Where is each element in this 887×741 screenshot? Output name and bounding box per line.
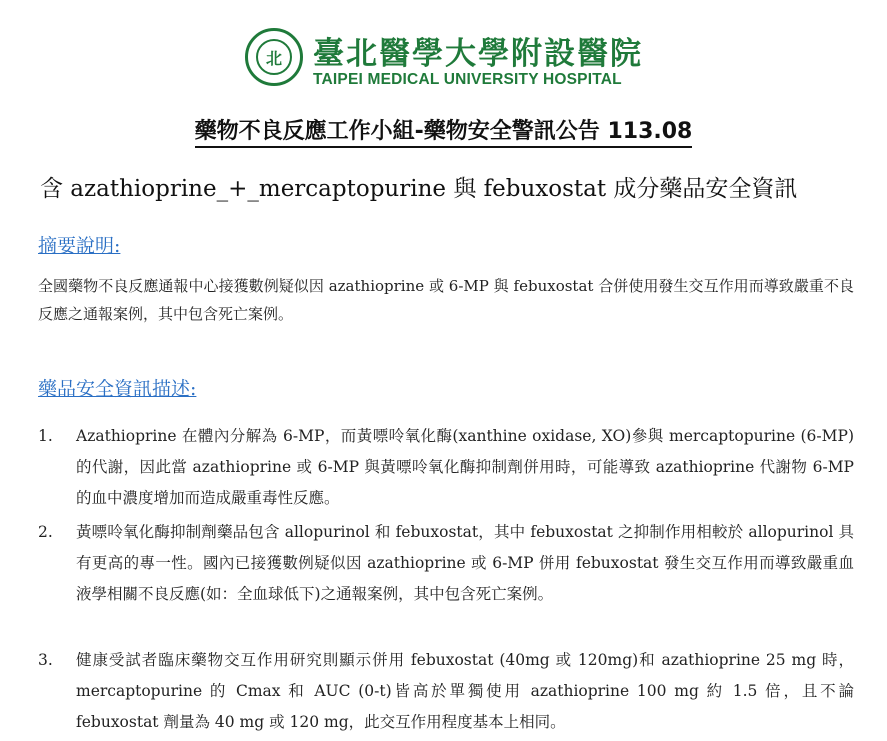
- list-item-text: Azathioprine 在體內分解為 6-MP，而黃嘌呤氧化酶(xanthine oxidase, XO)參與 mercaptopurine (6-MP)的代謝，因此當 azathioprine 或 6-MP 與黃嘌呤氧化酶抑制劑併用時，可能導致 azathioprine 代謝物 6-MP 的血中濃度增加而造成嚴重毒性反應。: [76, 427, 854, 507]
- hospital-logo-icon: [245, 28, 303, 86]
- hospital-name-en: TAIPEI MEDICAL UNIVERSITY HOSPITAL: [313, 71, 622, 88]
- list-item: [38, 421, 854, 517]
- list-item-text: 健康受試者臨床藥物交互作用研究則顯示併用 febuxostat (40mg 或 120mg)和 azathioprine 25 mg 時，mercaptopurine 的 Cmax 和 AUC (0-t)皆高於單獨使用 azathioprine 100 mg 約 1.5 倍，且不論 febuxostat 劑量為 40 mg 或 120 mg，此交互作用程度基本上相同。: [76, 651, 854, 731]
- document-title: 藥物不良反應工作小組-藥物安全警訊公告 113.08: [0, 114, 887, 145]
- description-heading: 藥品安全資訊描述:: [38, 378, 197, 400]
- summary-heading: 摘要說明:: [38, 235, 121, 257]
- hospital-header: [245, 28, 665, 90]
- list-item-text: 黃嘌呤氧化酶抑制劑藥品包含 allopurinol 和 febuxostat，其中 febuxostat 之抑制作用相較於 allopurinol 具有更高的專一性。國內已接獲數例疑似因 azathioprine 或 6-MP 併用 febuxostat 發生交互作用而導致嚴重血液學相關不良反應(如：全血球低下)之通報案例，其中包含死亡案例。: [76, 523, 854, 603]
- hospital-name-zh: 臺北醫學大學附設醫院: [313, 36, 643, 72]
- list-item: [38, 645, 854, 741]
- list-item-number: 1.: [38, 427, 53, 445]
- list-item: [38, 517, 854, 645]
- summary-text: 全國藥物不良反應通報中心接獲數例疑似因 azathioprine 或 6-MP 與 febuxostat 合併使用發生交互作用而導致嚴重不良反應之通報案例，其中包含死亡案例。: [38, 277, 854, 323]
- list-item-number: 2.: [38, 523, 53, 541]
- list-item-number: 3.: [38, 651, 53, 669]
- document-subtitle: 含 azathioprine_+_mercaptopurine 與 febuxostat 成分藥品安全資訊: [40, 176, 798, 202]
- logo-glyph: 北: [265, 48, 282, 68]
